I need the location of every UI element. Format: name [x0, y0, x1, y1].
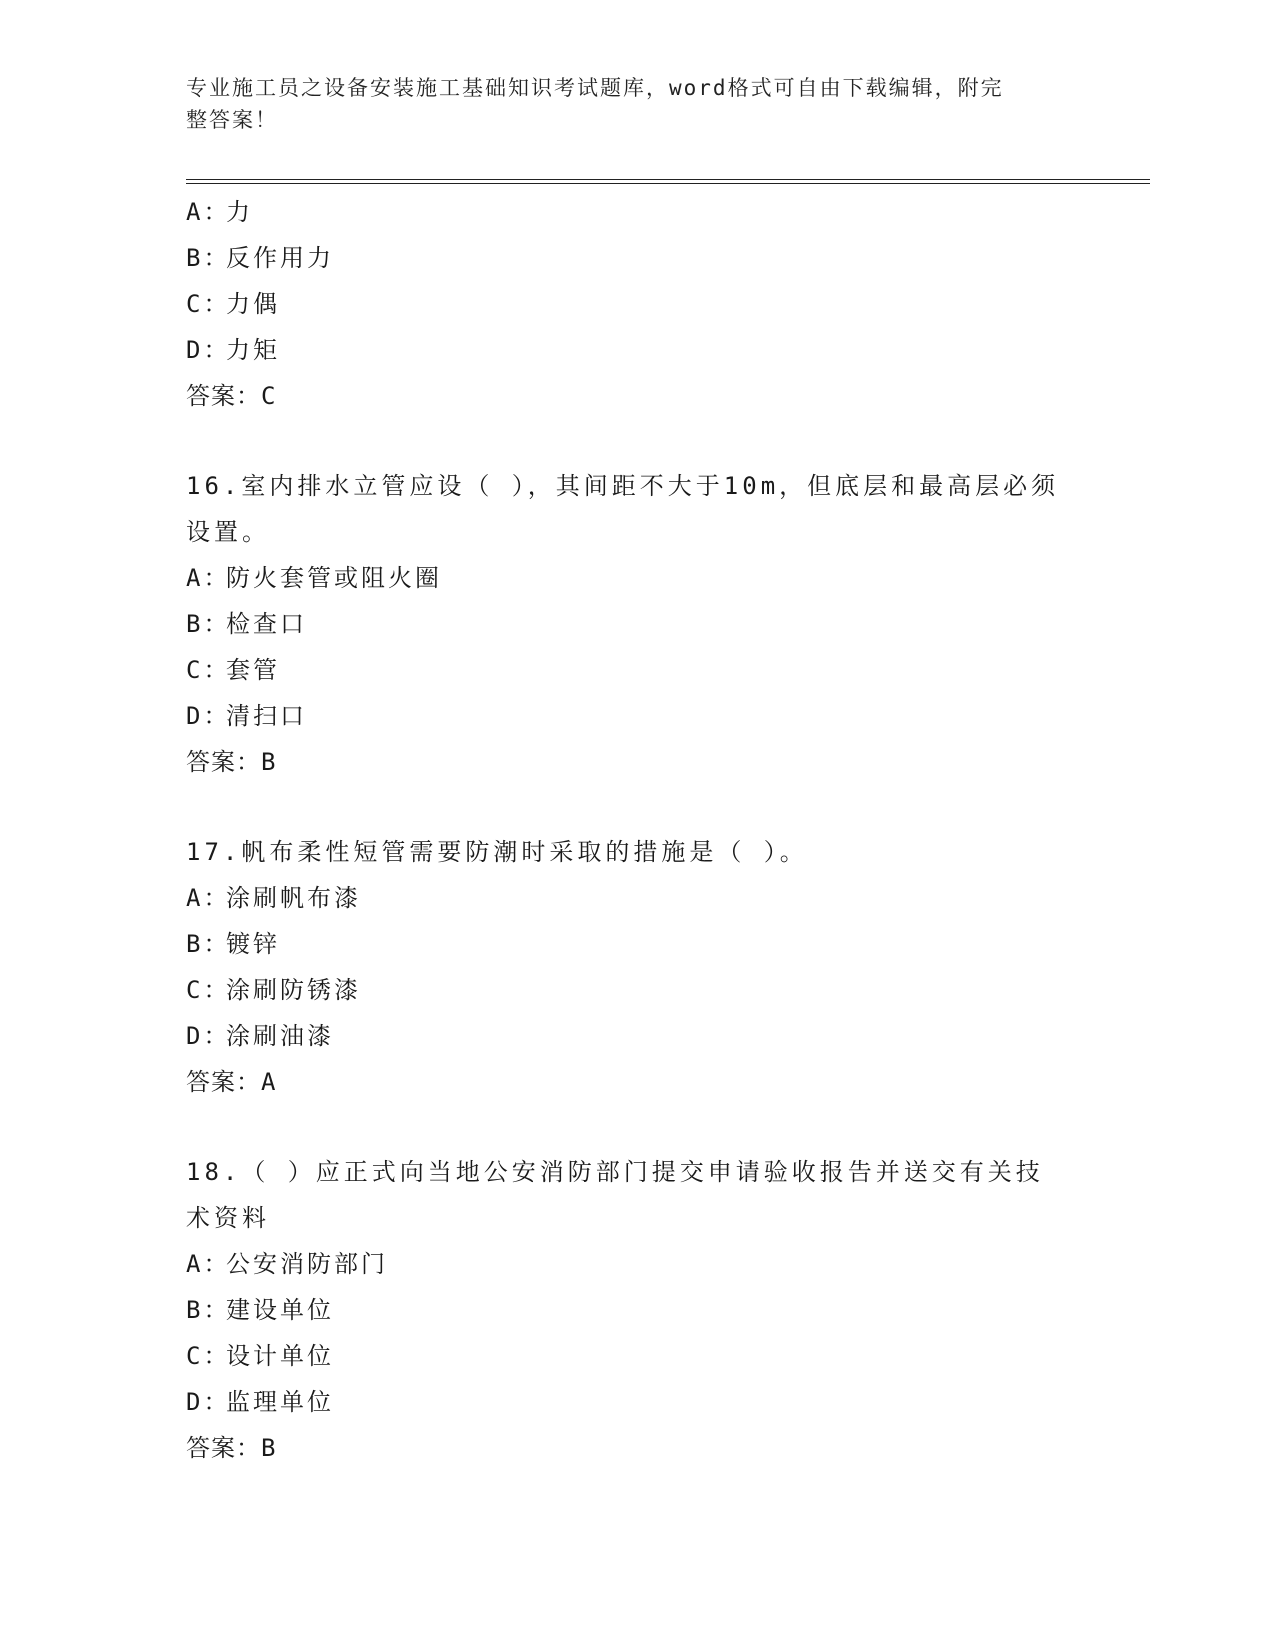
- option-text: 监理单位: [226, 1388, 334, 1416]
- option-d: [186, 1379, 1146, 1425]
- option-a: [186, 189, 1146, 235]
- option-key: D：: [186, 336, 231, 364]
- answer-line: [186, 373, 1146, 419]
- option-key: D：: [186, 702, 231, 730]
- header-divider-bottom: [186, 183, 1150, 184]
- question-text: [186, 463, 1086, 555]
- answer-line: [186, 739, 1146, 785]
- option-text: 力矩: [226, 336, 280, 364]
- option-key: B：: [186, 1296, 231, 1324]
- option-a: [186, 555, 1146, 601]
- option-key: C：: [186, 290, 231, 318]
- option-key: C：: [186, 976, 231, 1004]
- option-d: [186, 1013, 1146, 1059]
- header-line-1: 专业施工员之设备安装施工基础知识考试题库，word格式可自由下载编辑，附完: [186, 76, 1004, 100]
- option-text: 涂刷防锈漆: [226, 976, 361, 1004]
- question-text-line-1: 16.室内排水立管应设（ ），其间距不大于10m，但底层和最高层必须: [186, 472, 1060, 500]
- question-15: [186, 189, 1146, 419]
- option-text: 套管: [226, 656, 280, 684]
- option-c: [186, 1333, 1146, 1379]
- option-c: [186, 281, 1146, 327]
- answer-value: B: [261, 1434, 277, 1462]
- answer-value: A: [261, 1068, 277, 1096]
- option-b: [186, 601, 1146, 647]
- option-text: 涂刷帆布漆: [226, 884, 361, 912]
- question-text-line-2: 设置。: [186, 518, 270, 546]
- question-list: [186, 189, 1146, 1471]
- answer-line: [186, 1059, 1146, 1105]
- answer-label: 答案：: [186, 1068, 261, 1096]
- option-text: 力偶: [226, 290, 280, 318]
- option-d: [186, 327, 1146, 373]
- option-d: [186, 693, 1146, 739]
- option-text: 涂刷油漆: [226, 1022, 334, 1050]
- option-key: A：: [186, 564, 231, 592]
- option-text: 清扫口: [226, 702, 307, 730]
- option-key: B：: [186, 930, 231, 958]
- question-text-line-2: 术资料: [186, 1204, 270, 1232]
- option-key: C：: [186, 656, 231, 684]
- answer-label: 答案：: [186, 382, 261, 410]
- option-b: [186, 1287, 1146, 1333]
- option-key: D：: [186, 1022, 231, 1050]
- option-text: 检查口: [226, 610, 307, 638]
- question-18: [186, 1149, 1146, 1471]
- option-b: [186, 235, 1146, 281]
- header-line-2: 整答案！: [186, 108, 278, 132]
- option-text: 设计单位: [226, 1342, 334, 1370]
- header-divider-top: [186, 179, 1150, 180]
- option-a: [186, 875, 1146, 921]
- option-text: 镀锌: [226, 930, 280, 958]
- answer-label: 答案：: [186, 1434, 261, 1462]
- question-16: [186, 463, 1146, 785]
- question-text-line-1: 17.帆布柔性短管需要防潮时采取的措施是（ ）。: [186, 838, 808, 866]
- option-key: C：: [186, 1342, 231, 1370]
- option-c: [186, 967, 1146, 1013]
- option-key: A：: [186, 884, 231, 912]
- option-key: A：: [186, 1250, 231, 1278]
- option-key: A：: [186, 198, 231, 226]
- answer-line: [186, 1425, 1146, 1471]
- answer-label: 答案：: [186, 748, 261, 776]
- option-b: [186, 921, 1146, 967]
- question-text: [186, 829, 1086, 875]
- option-text: 力: [226, 198, 253, 226]
- question-17: [186, 829, 1146, 1105]
- option-text: 防火套管或阻火圈: [226, 564, 442, 592]
- question-text: [186, 1149, 1086, 1241]
- answer-value: C: [261, 382, 277, 410]
- option-text: 反作用力: [226, 244, 334, 272]
- option-c: [186, 647, 1146, 693]
- option-key: B：: [186, 610, 231, 638]
- option-key: B：: [186, 244, 231, 272]
- option-key: D：: [186, 1388, 231, 1416]
- option-text: 公安消防部门: [226, 1250, 388, 1278]
- option-a: [186, 1241, 1146, 1287]
- document-header: [186, 72, 1066, 136]
- option-text: 建设单位: [226, 1296, 334, 1324]
- question-text-line-1: 18.（ ）应正式向当地公安消防部门提交申请验收报告并送交有关技: [186, 1158, 1044, 1186]
- answer-value: B: [261, 748, 277, 776]
